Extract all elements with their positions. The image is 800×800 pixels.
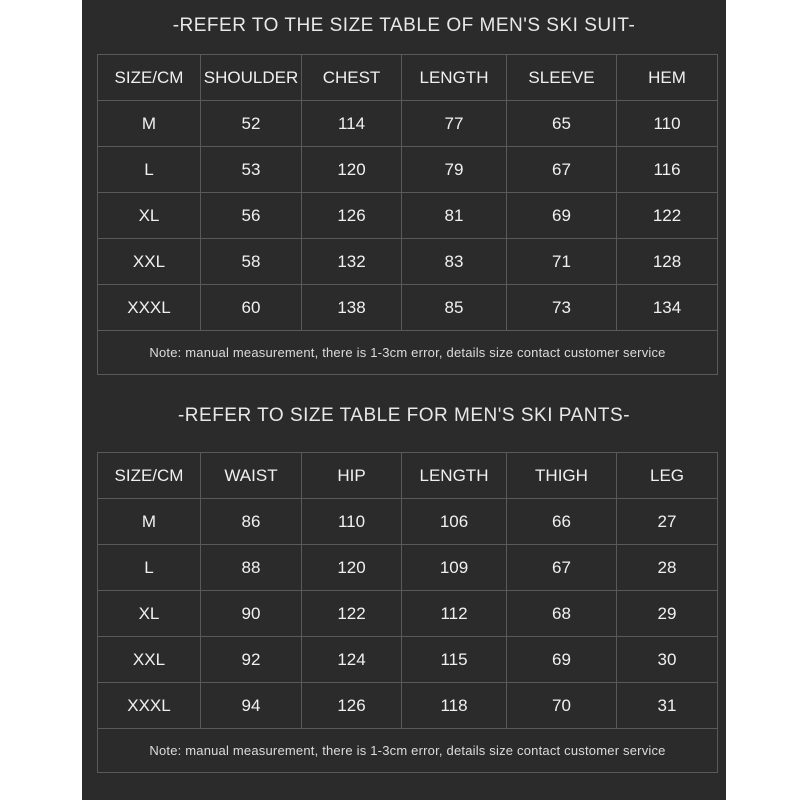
header-cell: THIGH [507, 453, 617, 499]
table-row [98, 239, 718, 285]
suit-header-row [98, 55, 718, 101]
header-cell: SHOULDER [201, 55, 302, 101]
value-cell: 115 [402, 637, 507, 683]
value-cell: 69 [507, 637, 617, 683]
value-cell: 60 [201, 285, 302, 331]
size-cell: M [98, 101, 201, 147]
size-cell: XXL [98, 239, 201, 285]
size-cell: L [98, 545, 201, 591]
header-cell: CHEST [302, 55, 402, 101]
size-cell: L [98, 147, 201, 193]
value-cell: 110 [617, 101, 718, 147]
value-cell: 114 [302, 101, 402, 147]
value-cell: 69 [507, 193, 617, 239]
note-row [98, 331, 718, 375]
value-cell: 116 [617, 147, 718, 193]
table-row [98, 683, 718, 729]
value-cell: 81 [402, 193, 507, 239]
value-cell: 138 [302, 285, 402, 331]
value-cell: 110 [302, 499, 402, 545]
value-cell: 30 [617, 637, 718, 683]
size-cell: XL [98, 591, 201, 637]
value-cell: 56 [201, 193, 302, 239]
value-cell: 118 [402, 683, 507, 729]
value-cell: 85 [402, 285, 507, 331]
value-cell: 29 [617, 591, 718, 637]
value-cell: 58 [201, 239, 302, 285]
table-row [98, 285, 718, 331]
value-cell: 112 [402, 591, 507, 637]
suit-table-title: -REFER TO THE SIZE TABLE OF MEN'S SKI SUIT- [172, 15, 636, 36]
size-cell: M [98, 499, 201, 545]
measurement-note: Note: manual measurement, there is 1-3cm error, details size contact customer service [98, 331, 718, 375]
header-cell: HEM [617, 55, 718, 101]
value-cell: 67 [507, 147, 617, 193]
value-cell: 66 [507, 499, 617, 545]
header-cell: SIZE/CM [98, 55, 201, 101]
header-cell: SLEEVE [507, 55, 617, 101]
measurement-note: Note: manual measurement, there is 1-3cm error, details size contact customer service [98, 729, 718, 773]
header-cell: LENGTH [402, 55, 507, 101]
value-cell: 83 [402, 239, 507, 285]
value-cell: 71 [507, 239, 617, 285]
header-cell: HIP [302, 453, 402, 499]
value-cell: 120 [302, 147, 402, 193]
value-cell: 128 [617, 239, 718, 285]
pants-table-title: -REFER TO SIZE TABLE FOR MEN'S SKI PANTS- [177, 405, 631, 426]
value-cell: 28 [617, 545, 718, 591]
size-cell: XL [98, 193, 201, 239]
table-row [98, 101, 718, 147]
note-row [98, 729, 718, 773]
pants-size-table [97, 452, 718, 773]
size-chart-panel [82, 0, 726, 800]
value-cell: 79 [402, 147, 507, 193]
table-row [98, 193, 718, 239]
value-cell: 65 [507, 101, 617, 147]
suit-size-table [97, 54, 718, 375]
value-cell: 86 [201, 499, 302, 545]
header-cell: WAIST [201, 453, 302, 499]
value-cell: 92 [201, 637, 302, 683]
value-cell: 134 [617, 285, 718, 331]
header-cell: SIZE/CM [98, 453, 201, 499]
size-cell: XXXL [98, 683, 201, 729]
size-cell: XXL [98, 637, 201, 683]
header-cell: LEG [617, 453, 718, 499]
value-cell: 122 [617, 193, 718, 239]
value-cell: 132 [302, 239, 402, 285]
value-cell: 126 [302, 683, 402, 729]
value-cell: 120 [302, 545, 402, 591]
table-row [98, 637, 718, 683]
table-row [98, 499, 718, 545]
value-cell: 106 [402, 499, 507, 545]
value-cell: 73 [507, 285, 617, 331]
table-row [98, 545, 718, 591]
value-cell: 122 [302, 591, 402, 637]
value-cell: 88 [201, 545, 302, 591]
value-cell: 53 [201, 147, 302, 193]
table-row [98, 591, 718, 637]
value-cell: 31 [617, 683, 718, 729]
header-cell: LENGTH [402, 453, 507, 499]
value-cell: 90 [201, 591, 302, 637]
table-row [98, 147, 718, 193]
value-cell: 68 [507, 591, 617, 637]
value-cell: 126 [302, 193, 402, 239]
value-cell: 94 [201, 683, 302, 729]
value-cell: 124 [302, 637, 402, 683]
value-cell: 52 [201, 101, 302, 147]
pants-header-row [98, 453, 718, 499]
value-cell: 67 [507, 545, 617, 591]
size-cell: XXXL [98, 285, 201, 331]
value-cell: 77 [402, 101, 507, 147]
value-cell: 70 [507, 683, 617, 729]
value-cell: 27 [617, 499, 718, 545]
value-cell: 109 [402, 545, 507, 591]
